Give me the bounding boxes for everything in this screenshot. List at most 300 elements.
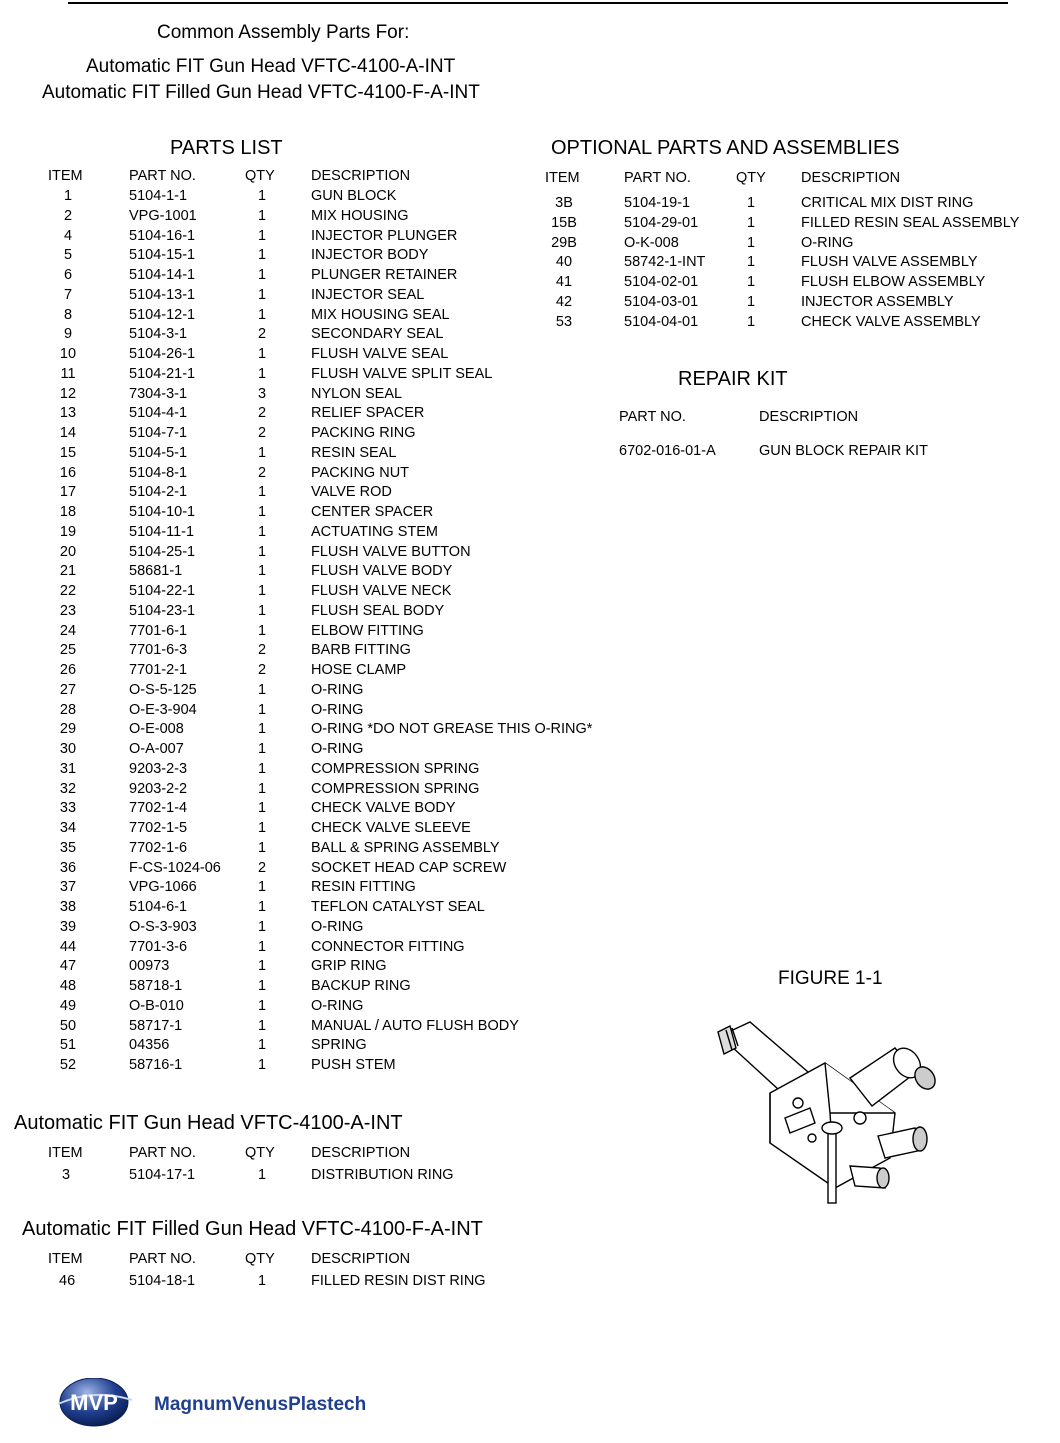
gun-head-illustration — [700, 1018, 950, 1213]
row-item: 6 — [63, 267, 73, 283]
row-qty: 1 — [257, 899, 267, 915]
table-row — [0, 623, 640, 643]
row-qty: 1 — [257, 227, 267, 244]
row-part: 7702-1-6 — [129, 839, 188, 856]
row-part: 7701-3-6 — [129, 938, 188, 955]
row-desc: PACKING RING — [311, 425, 416, 441]
row-qty: 1 — [257, 978, 267, 994]
row-part: F-CS-1024-06 — [129, 859, 221, 876]
row-qty: 1 — [257, 760, 267, 777]
row-qty: 1 — [257, 1037, 267, 1054]
row-qty: 1 — [746, 195, 756, 211]
row-desc: FLUSH VALVE BODY — [311, 563, 453, 580]
row-part: 5104-29-01 — [624, 214, 699, 231]
row-item: 46 — [59, 1273, 76, 1289]
row-item: 16 — [59, 464, 77, 481]
row-desc: CONNECTOR FITTING — [311, 938, 465, 955]
row-part: 5104-11-1 — [129, 523, 195, 540]
row-qty: 1 — [257, 543, 267, 560]
row-desc: O-RING *DO NOT GREASE THIS O-RING* — [311, 721, 593, 738]
row-item: 14 — [59, 425, 77, 441]
row-qty: 1 — [746, 254, 756, 271]
row-qty: 1 — [746, 214, 756, 231]
row-item: 1 — [63, 188, 73, 204]
row-item: 47 — [59, 958, 77, 975]
row-part: 7304-3-1 — [129, 385, 188, 402]
table-row — [0, 314, 1060, 334]
row-desc: CHECK VALVE ASSEMBLY — [801, 313, 981, 330]
row-item: 24 — [59, 622, 77, 639]
col-qty: QTY — [245, 168, 275, 184]
row-qty: 1 — [257, 267, 267, 283]
row-desc: SOCKET HEAD CAP SCREW — [311, 859, 507, 876]
row-item: 38 — [59, 899, 77, 915]
table-row — [0, 1273, 600, 1293]
row-item: 2 — [63, 207, 73, 224]
row-part: 58742-1-INT — [624, 254, 706, 271]
row-desc: INJECTOR BODY — [311, 247, 429, 264]
row-part: 5104-03-01 — [624, 293, 699, 310]
row-item: 19 — [59, 523, 77, 540]
row-part: 5104-6-1 — [129, 899, 188, 915]
logo-name-text: MagnumVenusPlastech — [154, 1394, 367, 1415]
row-desc: GUN BLOCK — [311, 188, 397, 204]
table-row — [0, 662, 640, 682]
opt-col-description: DESCRIPTION — [801, 170, 901, 186]
row-qty: 1 — [257, 504, 267, 520]
table-row — [0, 939, 640, 959]
row-qty: 1 — [257, 286, 267, 303]
table-row — [0, 235, 1060, 255]
col-description: DESCRIPTION — [311, 168, 411, 184]
row-part: 58681-1 — [129, 563, 183, 580]
row-desc: ELBOW FITTING — [311, 622, 424, 639]
row-desc: INJECTOR ASSEMBLY — [801, 293, 954, 310]
row-item: 33 — [59, 800, 77, 817]
table-row — [0, 741, 640, 761]
row-qty: 1 — [257, 583, 267, 599]
row-desc: FLUSH ELBOW ASSEMBLY — [801, 274, 986, 290]
row-item: 20 — [59, 543, 77, 560]
opt-col-qty: QTY — [736, 170, 766, 186]
model-line-2: Automatic FIT Filled Gun Head VFTC-4100-F-A-INT — [42, 82, 480, 103]
row-item: 21 — [59, 563, 77, 580]
row-qty: 1 — [257, 918, 267, 935]
row-desc: FLUSH VALVE NECK — [311, 583, 452, 599]
table-row — [0, 1057, 640, 1077]
row-qty: 1 — [257, 365, 267, 382]
table-row — [0, 195, 1060, 215]
table-row — [0, 682, 640, 702]
row-part: 58717-1 — [129, 1017, 183, 1034]
vf-col-part-no: PART NO. — [129, 1251, 196, 1267]
vf-col-item: ITEM — [48, 1251, 83, 1267]
common-title: Common Assembly Parts For: — [157, 22, 410, 43]
table-row — [0, 998, 640, 1018]
row-qty: 2 — [257, 425, 267, 441]
row-qty: 1 — [257, 188, 267, 204]
table-row — [0, 524, 640, 544]
table-row — [0, 1167, 600, 1187]
row-part: 5104-23-1 — [129, 602, 196, 619]
row-item: 30 — [59, 741, 77, 757]
table-row — [0, 386, 640, 406]
row-qty: 2 — [257, 662, 267, 678]
row-part: 5104-19-1 — [624, 195, 691, 211]
row-part: 5104-4-1 — [129, 405, 188, 422]
table-row — [0, 702, 640, 722]
row-part: O-S-5-125 — [129, 681, 197, 698]
row-item: 9 — [63, 326, 73, 343]
row-part: 00973 — [129, 958, 170, 975]
row-desc: CHECK VALVE SLEEVE — [311, 820, 471, 836]
row-item: 25 — [59, 642, 77, 659]
row-qty: 1 — [257, 879, 267, 896]
row-desc: PLUNGER RETAINER — [311, 267, 458, 283]
row-desc: RESIN SEAL — [311, 444, 397, 461]
table-row — [0, 820, 640, 840]
row-qty: 1 — [257, 820, 267, 836]
va-col-item: ITEM — [48, 1145, 83, 1161]
model-line-1: Automatic FIT Gun Head VFTC-4100-A-INT — [86, 56, 456, 77]
row-qty: 3 — [257, 385, 267, 402]
row-part: 7702-1-5 — [129, 820, 188, 836]
row-qty: 1 — [257, 1057, 267, 1073]
row-desc: O-RING — [311, 741, 364, 757]
row-desc: BALL & SPRING ASSEMBLY — [311, 839, 500, 856]
table-row — [0, 544, 640, 564]
row-part: 5104-18-1 — [129, 1273, 196, 1289]
row-desc: RESIN FITTING — [311, 879, 416, 896]
row-desc: INJECTOR PLUNGER — [311, 227, 458, 244]
row-qty: 1 — [746, 313, 756, 330]
row-item: 5 — [63, 247, 73, 264]
row-item: 18 — [59, 504, 77, 520]
row-part: 5104-1-1 — [129, 188, 188, 204]
row-qty: 1 — [257, 938, 267, 955]
row-qty: 1 — [257, 484, 267, 501]
parts-list-title: PARTS LIST — [170, 137, 283, 159]
row-part: VPG-1066 — [129, 879, 197, 896]
row-qty: 1 — [257, 563, 267, 580]
row-part: 5104-13-1 — [129, 286, 196, 303]
row-part: 5104-26-1 — [129, 346, 196, 362]
row-desc: O-RING — [311, 701, 364, 718]
optional-table — [0, 195, 1060, 333]
row-desc: RELIEF SPACER — [311, 405, 425, 422]
row-qty: 1 — [257, 444, 267, 461]
table-row — [0, 800, 640, 820]
row-part: 5104-16-1 — [129, 227, 196, 244]
table-row — [0, 840, 640, 860]
row-item: 23 — [59, 602, 77, 619]
row-desc: MIX HOUSING — [311, 207, 409, 224]
row-item: 48 — [59, 978, 77, 994]
table-row — [0, 215, 1060, 235]
row-part: 7701-6-3 — [129, 642, 188, 659]
table-row — [0, 405, 640, 425]
optional-header — [0, 170, 1060, 188]
table-row — [0, 958, 640, 978]
table-row — [0, 504, 640, 524]
row-desc: FLUSH VALVE SEAL — [311, 346, 449, 362]
row-desc: FILLED RESIN SEAL ASSEMBLY — [801, 214, 1020, 231]
row-qty: 1 — [746, 293, 756, 310]
row-item: 37 — [59, 879, 77, 896]
optional-title: OPTIONAL PARTS AND ASSEMBLIES — [551, 137, 900, 159]
row-qty: 1 — [257, 346, 267, 362]
row-qty: 1 — [257, 997, 267, 1014]
row-desc: MANUAL / AUTO FLUSH BODY — [311, 1017, 519, 1034]
table-row — [0, 721, 640, 741]
row-qty: 2 — [257, 642, 267, 659]
row-qty: 1 — [257, 780, 267, 797]
row-item: 7 — [63, 286, 73, 303]
row-item: 52 — [59, 1057, 77, 1073]
row-item: 13 — [59, 405, 77, 422]
figure-label: FIGURE 1-1 — [778, 968, 883, 989]
variant-f-header — [0, 1251, 600, 1269]
row-part: 7702-1-4 — [129, 800, 188, 817]
row-part: 5104-2-1 — [129, 484, 188, 501]
table-row — [0, 860, 640, 880]
row-item: 50 — [59, 1017, 77, 1034]
row-desc: DISTRIBUTION RING — [311, 1167, 454, 1183]
row-part: O-K-008 — [624, 234, 679, 251]
row-item: 31 — [59, 760, 77, 777]
table-row — [0, 294, 1060, 314]
row-desc: FLUSH VALVE BUTTON — [311, 543, 471, 560]
row-item: 4 — [63, 227, 73, 244]
table-row — [0, 919, 640, 939]
row-part: VPG-1001 — [129, 207, 197, 224]
row-item: 51 — [59, 1037, 77, 1054]
row-qty: 1 — [257, 523, 267, 540]
repair-col-part-no: PART NO. — [619, 409, 686, 425]
row-item: 26 — [59, 662, 77, 678]
row-qty: 1 — [258, 1167, 267, 1183]
row-desc: O-RING — [311, 681, 364, 698]
row-item: 22 — [59, 583, 77, 599]
row-part: 5104-22-1 — [129, 583, 196, 599]
row-desc: FLUSH SEAL BODY — [311, 602, 445, 619]
row-desc: FILLED RESIN DIST RING — [311, 1273, 486, 1289]
row-qty: 1 — [746, 234, 756, 251]
table-row — [0, 879, 640, 899]
table-row — [0, 761, 640, 781]
row-desc: MIX HOUSING SEAL — [311, 306, 450, 323]
row-item: 8 — [63, 306, 73, 323]
row-qty: 2 — [257, 464, 267, 481]
table-row — [0, 445, 640, 465]
row-desc: CENTER SPACER — [311, 504, 434, 520]
row-desc: SECONDARY SEAL — [311, 326, 444, 343]
va-col-qty: QTY — [245, 1145, 275, 1161]
col-part-no: PART NO. — [129, 168, 196, 184]
row-item: 40 — [555, 254, 573, 271]
table-row — [0, 484, 640, 504]
col-item: ITEM — [48, 168, 83, 184]
row-part: 5104-3-1 — [129, 326, 188, 343]
logo-badge-text: MVP — [70, 1390, 118, 1415]
table-row — [0, 563, 640, 583]
row-desc: O-RING — [801, 234, 854, 251]
row-qty: 1 — [257, 247, 267, 264]
vf-col-description: DESCRIPTION — [311, 1251, 411, 1267]
row-item: 41 — [555, 274, 573, 290]
row-desc: NYLON SEAL — [311, 385, 403, 402]
row-desc: VALVE ROD — [311, 484, 392, 501]
row-desc: CHECK VALVE BODY — [311, 800, 456, 817]
row-item: 49 — [59, 997, 77, 1014]
row-item: 10 — [59, 346, 77, 362]
row-item: 15 — [59, 444, 77, 461]
row-qty: 2 — [257, 326, 267, 343]
table-row — [0, 1037, 640, 1057]
repair-kit-part: 6702-016-01-A — [619, 443, 716, 459]
row-item: 28 — [59, 701, 77, 718]
row-qty: 1 — [257, 741, 267, 757]
opt-col-part-no: PART NO. — [624, 170, 691, 186]
row-item: 29B — [551, 234, 577, 251]
opt-col-item: ITEM — [545, 170, 580, 186]
row-part: 7701-6-1 — [129, 622, 188, 639]
row-qty: 1 — [257, 839, 267, 856]
row-desc: FLUSH VALVE SPLIT SEAL — [311, 365, 493, 382]
va-col-description: DESCRIPTION — [311, 1145, 411, 1161]
variant-f-title: Automatic FIT Filled Gun Head VFTC-4100-F-A-INT — [22, 1218, 483, 1240]
row-item: 29 — [59, 721, 77, 738]
row-part: 5104-12-1 — [129, 306, 196, 323]
row-part: 5104-02-01 — [624, 274, 699, 290]
row-item: 15B — [551, 214, 577, 231]
row-part: 5104-5-1 — [129, 444, 188, 461]
row-item: 11 — [60, 365, 76, 382]
row-part: 5104-8-1 — [129, 464, 188, 481]
row-part: 9203-2-2 — [129, 780, 188, 797]
table-row — [0, 274, 1060, 294]
row-part: O-S-3-903 — [129, 918, 197, 935]
table-row — [0, 642, 640, 662]
row-qty: 1 — [257, 1017, 267, 1034]
row-part: 5104-14-1 — [129, 267, 196, 283]
row-qty: 1 — [257, 622, 267, 639]
row-item: 3B — [555, 195, 573, 211]
row-qty: 1 — [257, 958, 267, 975]
table-row — [0, 1018, 640, 1038]
variant-a-title: Automatic FIT Gun Head VFTC-4100-A-INT — [14, 1112, 403, 1134]
row-item: 53 — [555, 313, 573, 330]
table-row — [0, 425, 640, 445]
row-item: 3 — [62, 1167, 71, 1183]
row-item: 36 — [59, 859, 77, 876]
row-part: O-A-007 — [129, 741, 184, 757]
row-qty: 1 — [257, 800, 267, 817]
row-item: 17 — [59, 484, 77, 501]
row-item: 12 — [59, 385, 77, 402]
table-row — [0, 346, 640, 366]
row-desc: PACKING NUT — [311, 464, 410, 481]
row-desc: BACKUP RING — [311, 978, 411, 994]
row-qty: 1 — [257, 701, 267, 718]
row-desc: COMPRESSION SPRING — [311, 760, 480, 777]
table-row — [0, 603, 640, 623]
vf-col-qty: QTY — [245, 1251, 275, 1267]
row-qty: 1 — [257, 721, 267, 738]
row-item: 34 — [59, 820, 77, 836]
row-item: 32 — [59, 780, 77, 797]
row-part: 9203-2-3 — [129, 760, 188, 777]
row-part: 5104-17-1 — [129, 1167, 196, 1183]
row-desc: BARB FITTING — [311, 642, 411, 659]
row-qty: 2 — [257, 859, 267, 876]
row-part: 58716-1 — [129, 1057, 183, 1073]
top-rule — [68, 2, 1008, 4]
row-qty: 1 — [257, 207, 267, 224]
row-desc: GRIP RING — [311, 958, 387, 975]
table-row — [0, 254, 1060, 274]
row-desc: INJECTOR SEAL — [311, 286, 425, 303]
repair-col-description: DESCRIPTION — [759, 409, 859, 425]
row-qty: 1 — [258, 1273, 267, 1289]
row-qty: 1 — [257, 681, 267, 698]
repair-kit-title: REPAIR KIT — [678, 368, 788, 390]
row-item: 42 — [555, 293, 573, 310]
table-row — [0, 899, 640, 919]
va-col-part-no: PART NO. — [129, 1145, 196, 1161]
row-item: 39 — [59, 918, 77, 935]
repair-kit-desc: GUN BLOCK REPAIR KIT — [759, 443, 928, 459]
row-part: O-B-010 — [129, 997, 184, 1014]
row-part: O-E-008 — [129, 721, 184, 738]
row-desc: FLUSH VALVE ASSEMBLY — [801, 254, 978, 271]
row-part: 5104-15-1 — [129, 247, 196, 264]
row-part: 5104-04-01 — [624, 313, 699, 330]
table-row — [0, 583, 640, 603]
table-row — [0, 465, 640, 485]
row-desc: COMPRESSION SPRING — [311, 780, 480, 797]
row-desc: O-RING — [311, 918, 364, 935]
row-part: O-E-3-904 — [129, 701, 197, 718]
row-qty: 1 — [257, 602, 267, 619]
table-row — [0, 978, 640, 998]
row-part: 5104-7-1 — [129, 425, 188, 441]
table-row — [0, 366, 640, 386]
row-qty: 1 — [257, 306, 267, 323]
row-part: 5104-10-1 — [129, 504, 196, 520]
row-item: 44 — [59, 938, 77, 955]
row-part: 5104-21-1 — [129, 365, 196, 382]
row-desc: O-RING — [311, 997, 364, 1014]
row-qty: 2 — [257, 405, 267, 422]
row-part: 5104-25-1 — [129, 543, 196, 560]
row-item: 27 — [59, 681, 77, 698]
company-logo — [48, 1378, 428, 1438]
row-part: 04356 — [129, 1037, 170, 1054]
row-desc: SPRING — [311, 1037, 367, 1054]
row-desc: PUSH STEM — [311, 1057, 396, 1073]
row-desc: TEFLON CATALYST SEAL — [311, 899, 485, 915]
table-row — [0, 781, 640, 801]
row-desc: HOSE CLAMP — [311, 662, 407, 678]
row-part: 7701-2-1 — [129, 662, 188, 678]
variant-a-header — [0, 1145, 600, 1163]
row-part: 58718-1 — [129, 978, 183, 994]
row-desc: CRITICAL MIX DIST RING — [801, 195, 974, 211]
row-item: 35 — [59, 839, 77, 856]
row-desc: ACTUATING STEM — [311, 523, 439, 540]
row-qty: 1 — [746, 274, 756, 290]
